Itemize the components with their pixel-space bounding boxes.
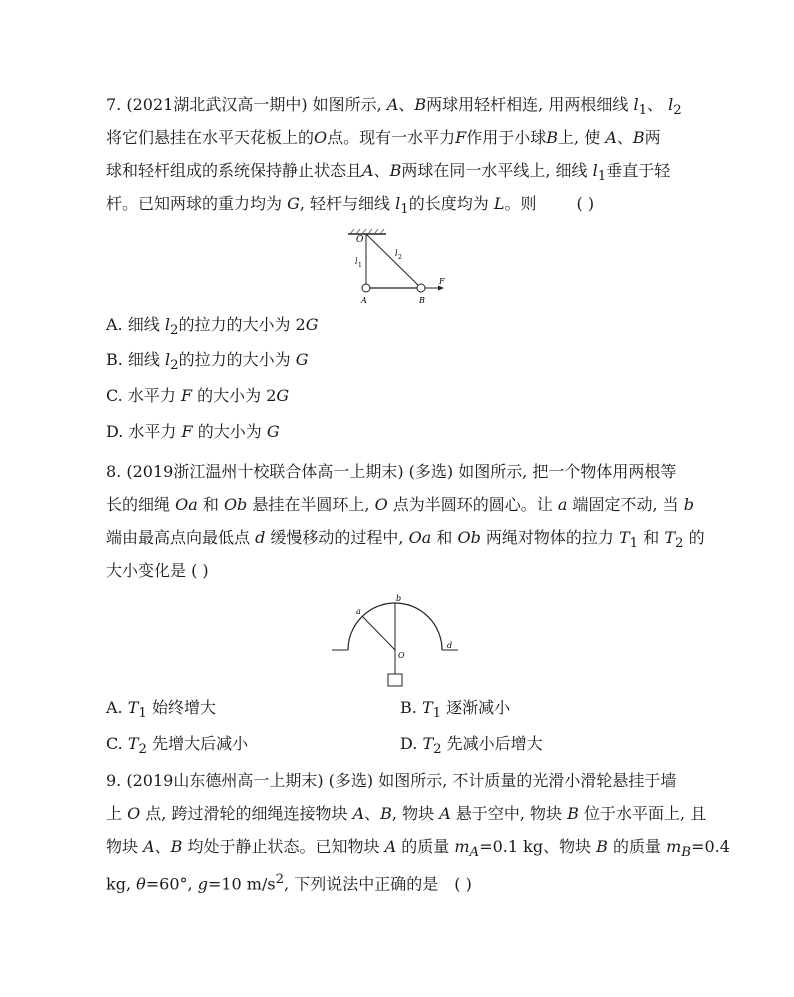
q7-line-2: 将它们悬挂在水平天花板上的O点。现有一水平力F作用于小球B上, 使 A、B两: [106, 128, 661, 147]
q8-line-4: 大小变化是 ( ): [106, 561, 209, 580]
q7-figure: [340, 226, 470, 308]
q9-line-4: kg, θ=60°, g=10 $m/s^2$, 下列说法中正确的是 ( ): [106, 872, 472, 894]
q8-fig-label-d: d: [447, 641, 453, 650]
q9-line-3: 物块 A、B 均处于静止状态。已知物块 A 的质量 $m_A=0.1$ kg、物块 B 的质量 $m_B=0.4$: [106, 837, 730, 861]
q7-fig-label-l1: l: [355, 257, 358, 266]
q7-option-a[interactable]: A. 细线 $l_2$的拉力的大小为 2G: [106, 315, 319, 339]
q8-fig-label-O: O: [398, 651, 405, 660]
q8-line-3: 端由最高点向最低点 d 缓慢移动的过程中, Oa 和 Ob 两绳对物体的拉力 $T_1$ 和 $T_2$ 的: [106, 528, 705, 552]
q7-option-b[interactable]: B. 细线 $l_2$的拉力的大小为 G: [106, 350, 309, 374]
q8-line-1: 8. (2019浙江温州十校联合体高一上期末) (多选) 如图所示, 把一个物体用两根等: [106, 462, 677, 481]
q9-answer-bracket: ( ): [454, 874, 472, 894]
q7-line-4: 杆。已知两球的重力均为 G, 轻杆与细线 $l_1$的长度均为 L。则 ( ): [106, 194, 595, 218]
q7-fig-label-O: O: [356, 235, 364, 245]
q9-line-1: 9. (2019山东德州高一上期末) (多选) 如图所示, 不计质量的光滑小滑轮悬挂于墙: [106, 771, 677, 790]
q7-option-d[interactable]: D. 水平力 F 的大小为 G: [106, 422, 280, 441]
q9-line-2: 上 O 点, 跨过滑轮的细绳连接物块 A、B, 物块 A 悬于空中, 物块 B 位于水平面上, 且: [106, 804, 707, 823]
q7-answer-bracket: ( ): [576, 194, 595, 213]
q7-fig-label-A: A: [361, 296, 367, 305]
q7-line-1: 7. (2021湖北武汉高一期中) 如图所示, A、B两球用轻杆相连, 用两根细线 $l_1$、 $l_2$: [106, 95, 682, 119]
q8-fig-label-b: b: [396, 594, 402, 603]
q7-fig-label-l2-sub: 2: [398, 254, 402, 261]
q7-option-c[interactable]: C. 水平力 F 的大小为 2G: [106, 386, 290, 405]
q8-line-2: 长的细绳 Oa 和 Ob 悬挂在半圆环上, O 点为半圆环的圆心。让 a 端固定不动, 当 b: [106, 495, 695, 514]
q8-option-c[interactable]: C. $T_2$ 先增大后减小: [106, 734, 249, 758]
q8-fig-label-a: a: [356, 607, 361, 616]
q8-figure: [330, 592, 470, 688]
q8-option-a[interactable]: A. $T_1$ 始终增大: [106, 698, 216, 722]
q7-fig-label-l2: l: [395, 249, 398, 258]
q7-fig-label-l1-sub: 1: [358, 262, 362, 269]
q7-fig-label-F: F: [439, 277, 445, 286]
q7-line-3: 球和轻杆组成的系统保持静止状态且A、B两球在同一水平线上, 细线 $l_1$垂直于轻: [106, 161, 671, 185]
q8-option-b[interactable]: B. $T_1$ 逐渐减小: [400, 698, 511, 722]
q7-fig-label-B: B: [419, 296, 425, 305]
q8-option-d[interactable]: D. $T_2$ 先减小后增大: [400, 734, 543, 758]
